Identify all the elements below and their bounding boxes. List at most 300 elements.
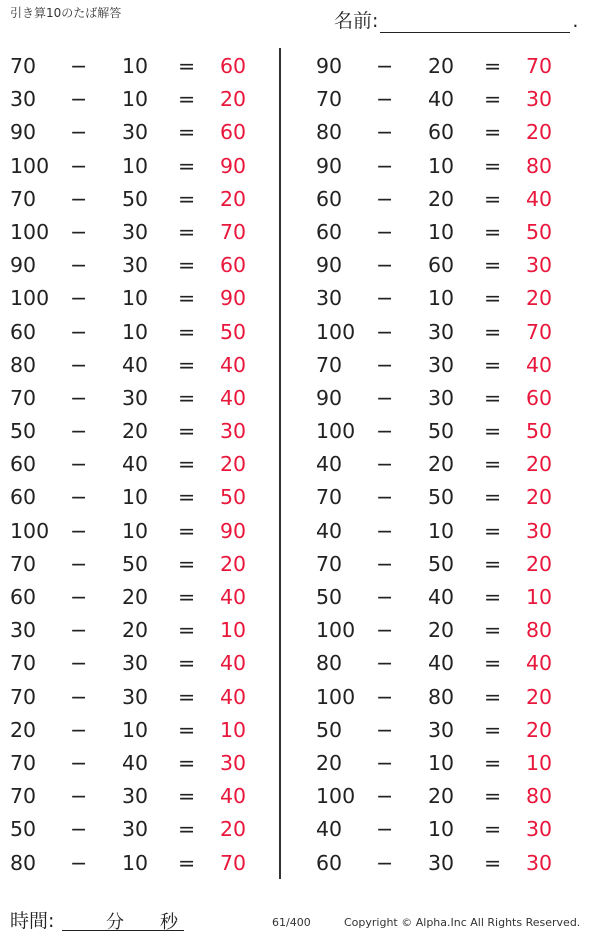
subtrahend: 30: [122, 651, 149, 676]
copyright-notice: Copyright © Alpha.Inc All Rights Reserved.: [344, 916, 581, 929]
answer: 40: [220, 684, 247, 709]
minuend: 20: [316, 750, 343, 775]
minuend: 90: [10, 253, 37, 278]
minuend: 40: [316, 817, 343, 842]
minuend: 100: [10, 286, 50, 311]
subtrahend: 20: [428, 452, 455, 477]
problem-row: [0, 448, 290, 481]
minuend: 60: [316, 219, 343, 244]
equals-sign: =: [178, 219, 196, 244]
minus-sign: −: [376, 286, 394, 311]
minuend: 100: [316, 419, 356, 444]
equals-sign: =: [178, 485, 196, 510]
equals-sign: =: [178, 518, 196, 543]
answer: 20: [220, 452, 247, 477]
minuend: 80: [10, 850, 37, 875]
subtrahend: 50: [122, 551, 149, 576]
minuend: 70: [10, 551, 37, 576]
subtrahend: 50: [122, 186, 149, 211]
minuend: 100: [10, 518, 50, 543]
answer: 10: [220, 618, 247, 643]
problem-row: [306, 183, 596, 216]
minuend: 90: [316, 54, 343, 78]
equals-sign: =: [178, 87, 196, 112]
name-label: 名前:: [334, 10, 379, 32]
problem-row: [0, 150, 290, 183]
equals-sign: =: [178, 54, 196, 78]
minus-sign: −: [70, 419, 88, 444]
minuend: 20: [10, 717, 37, 742]
equals-sign: =: [484, 54, 502, 78]
answer: 40: [526, 651, 553, 676]
equals-sign: =: [484, 585, 502, 609]
minus-sign: −: [70, 286, 88, 311]
subtrahend: 60: [428, 253, 455, 278]
equals-sign: =: [178, 385, 196, 410]
subtrahend: 80: [428, 684, 455, 709]
minuend: 50: [10, 817, 37, 842]
answer: 20: [526, 485, 553, 510]
answer: 70: [526, 54, 553, 78]
answer: 20: [526, 551, 553, 576]
minus-sign: −: [70, 518, 88, 543]
minus-sign: −: [70, 684, 88, 709]
answer: 60: [220, 120, 247, 145]
answer: 30: [220, 419, 247, 444]
problem-row: [0, 614, 290, 647]
minuend: 100: [10, 219, 50, 244]
subtrahend: 10: [122, 87, 149, 112]
subtrahend: 40: [428, 585, 455, 609]
equals-sign: =: [178, 253, 196, 278]
minuend: 70: [316, 87, 343, 112]
problem-row: [0, 813, 290, 846]
problem-row: [0, 714, 290, 747]
problems-right-column: [306, 50, 596, 880]
minuend: 50: [316, 717, 343, 742]
problem-row: [306, 316, 596, 349]
subtrahend: 20: [122, 419, 149, 444]
minus-sign: −: [70, 253, 88, 278]
answer: 80: [526, 618, 553, 643]
minuend: 100: [316, 684, 356, 709]
problem-row: [0, 581, 290, 614]
problem-row: [0, 481, 290, 514]
minus-sign: −: [70, 352, 88, 377]
answer: 20: [526, 286, 553, 311]
answer: 20: [220, 87, 247, 112]
minus-sign: −: [70, 186, 88, 211]
answer: 20: [526, 452, 553, 477]
subtrahend: 10: [122, 850, 149, 875]
equals-sign: =: [484, 219, 502, 244]
problem-row: [306, 581, 596, 614]
answer: 90: [220, 518, 247, 543]
subtrahend: 40: [122, 352, 149, 377]
equals-sign: =: [484, 385, 502, 410]
name-end-dot: .: [572, 10, 579, 32]
problem-row: [0, 316, 290, 349]
problem-row: [0, 183, 290, 216]
subtrahend: 10: [122, 153, 149, 178]
minus-sign: −: [70, 452, 88, 477]
minus-sign: −: [70, 87, 88, 112]
problem-row: [0, 681, 290, 714]
answer: 80: [526, 153, 553, 178]
minuend: 30: [10, 618, 37, 643]
problem-row: [0, 548, 290, 581]
equals-sign: =: [178, 286, 196, 311]
problem-row: [0, 847, 290, 880]
minuend: 60: [316, 850, 343, 875]
subtrahend: 10: [428, 219, 455, 244]
minuend: 40: [316, 518, 343, 543]
equals-sign: =: [178, 551, 196, 576]
minus-sign: −: [70, 784, 88, 809]
minus-sign: −: [376, 750, 394, 775]
subtrahend: 10: [428, 750, 455, 775]
problem-row: [306, 83, 596, 116]
problem-row: [306, 150, 596, 183]
problem-row: [0, 349, 290, 382]
subtrahend: 20: [428, 784, 455, 809]
answer: 90: [220, 153, 247, 178]
minuend: 70: [316, 485, 343, 510]
problem-row: [306, 249, 596, 282]
minus-sign: −: [376, 385, 394, 410]
minuend: 60: [316, 186, 343, 211]
minus-sign: −: [70, 717, 88, 742]
answer: 20: [220, 551, 247, 576]
time-field: [10, 906, 178, 933]
problem-row: [306, 282, 596, 315]
subtrahend: 20: [428, 54, 455, 78]
subtrahend: 30: [428, 319, 455, 344]
problem-row: [306, 714, 596, 747]
problem-row: [306, 415, 596, 448]
problem-row: [306, 780, 596, 813]
minus-sign: −: [376, 352, 394, 377]
answer: 10: [526, 750, 553, 775]
name-blank-line: [380, 12, 570, 33]
equals-sign: =: [178, 120, 196, 145]
equals-sign: =: [178, 784, 196, 809]
answer: 40: [220, 352, 247, 377]
subtrahend: 30: [122, 219, 149, 244]
minuend: 70: [316, 352, 343, 377]
answer: 30: [526, 253, 553, 278]
equals-sign: =: [178, 452, 196, 477]
equals-sign: =: [484, 684, 502, 709]
minus-sign: −: [70, 319, 88, 344]
answer: 30: [526, 850, 553, 875]
minuend: 30: [10, 87, 37, 112]
subtrahend: 30: [428, 850, 455, 875]
minus-sign: −: [376, 485, 394, 510]
answer: 10: [220, 717, 247, 742]
minus-sign: −: [70, 219, 88, 244]
page-number: 61/400: [272, 916, 311, 929]
minuend: 70: [316, 551, 343, 576]
problem-row: [0, 50, 290, 83]
minus-sign: −: [376, 551, 394, 576]
equals-sign: =: [484, 618, 502, 643]
minus-sign: −: [70, 850, 88, 875]
problem-row: [0, 83, 290, 116]
minus-sign: −: [376, 452, 394, 477]
minus-sign: −: [70, 54, 88, 78]
equals-sign: =: [484, 485, 502, 510]
equals-sign: =: [178, 319, 196, 344]
minus-sign: −: [70, 485, 88, 510]
name-field: [334, 6, 578, 33]
problem-row: [306, 847, 596, 880]
equals-sign: =: [484, 153, 502, 178]
problem-row: [0, 515, 290, 548]
subtrahend: 10: [428, 153, 455, 178]
minus-sign: −: [70, 618, 88, 643]
equals-sign: =: [484, 352, 502, 377]
answer: 90: [220, 286, 247, 311]
worksheet-title: 引き算10のたば解答: [10, 6, 122, 20]
minuend: 50: [316, 585, 343, 609]
minuend: 100: [316, 784, 356, 809]
answer: 20: [526, 717, 553, 742]
minuend: 100: [10, 153, 50, 178]
equals-sign: =: [178, 651, 196, 676]
answer: 20: [526, 684, 553, 709]
subtrahend: 30: [122, 385, 149, 410]
equals-sign: =: [178, 352, 196, 377]
subtrahend: 10: [122, 286, 149, 311]
minuend: 70: [10, 385, 37, 410]
minus-sign: −: [376, 850, 394, 875]
problem-row: [306, 515, 596, 548]
answer: 30: [526, 518, 553, 543]
minuend: 100: [316, 618, 356, 643]
minuend: 70: [10, 54, 37, 78]
equals-sign: =: [178, 618, 196, 643]
minuend: 80: [316, 120, 343, 145]
answer: 60: [220, 253, 247, 278]
answer: 20: [526, 120, 553, 145]
equals-sign: =: [484, 651, 502, 676]
subtrahend: 40: [428, 651, 455, 676]
minutes-label: 分: [106, 912, 124, 933]
problem-row: [306, 448, 596, 481]
problem-row: [0, 116, 290, 149]
subtrahend: 30: [122, 817, 149, 842]
equals-sign: =: [484, 452, 502, 477]
minus-sign: −: [376, 717, 394, 742]
minuend: 60: [10, 485, 37, 510]
problem-row: [306, 349, 596, 382]
equals-sign: =: [484, 120, 502, 145]
minus-sign: −: [70, 120, 88, 145]
minus-sign: −: [376, 784, 394, 809]
seconds-label: 秒: [160, 912, 178, 933]
subtrahend: 20: [428, 618, 455, 643]
subtrahend: 10: [428, 518, 455, 543]
equals-sign: =: [484, 850, 502, 875]
answer: 20: [220, 817, 247, 842]
minus-sign: −: [70, 651, 88, 676]
problems-left-column: [0, 50, 290, 880]
problem-row: [306, 116, 596, 149]
subtrahend: 30: [122, 784, 149, 809]
minus-sign: −: [376, 419, 394, 444]
equals-sign: =: [178, 419, 196, 444]
answer: 40: [220, 651, 247, 676]
answer: 70: [220, 219, 247, 244]
equals-sign: =: [484, 419, 502, 444]
minuend: 90: [316, 385, 343, 410]
minuend: 70: [10, 784, 37, 809]
problem-row: [306, 813, 596, 846]
equals-sign: =: [484, 319, 502, 344]
minus-sign: −: [70, 385, 88, 410]
minus-sign: −: [376, 253, 394, 278]
problem-row: [306, 382, 596, 415]
problem-row: [0, 747, 290, 780]
minus-sign: −: [376, 585, 394, 609]
answer: 40: [220, 585, 247, 609]
problem-row: [306, 481, 596, 514]
minus-sign: −: [70, 551, 88, 576]
minus-sign: −: [376, 518, 394, 543]
equals-sign: =: [178, 717, 196, 742]
equals-sign: =: [484, 551, 502, 576]
answer: 40: [220, 784, 247, 809]
subtrahend: 20: [428, 186, 455, 211]
minus-sign: −: [376, 319, 394, 344]
subtrahend: 60: [428, 120, 455, 145]
subtrahend: 30: [122, 120, 149, 145]
problem-row: [306, 647, 596, 680]
time-label: 時間:: [10, 910, 55, 932]
problem-row: [0, 249, 290, 282]
minuend: 100: [316, 319, 356, 344]
minuend: 60: [10, 319, 37, 344]
equals-sign: =: [178, 750, 196, 775]
problem-row: [306, 681, 596, 714]
problem-row: [0, 415, 290, 448]
subtrahend: 30: [428, 717, 455, 742]
subtrahend: 10: [428, 817, 455, 842]
answer: 60: [526, 385, 553, 410]
answer: 50: [526, 219, 553, 244]
minuend: 60: [10, 452, 37, 477]
answer: 40: [526, 352, 553, 377]
minus-sign: −: [376, 651, 394, 676]
subtrahend: 40: [122, 750, 149, 775]
equals-sign: =: [484, 817, 502, 842]
equals-sign: =: [484, 750, 502, 775]
subtrahend: 50: [428, 419, 455, 444]
equals-sign: =: [178, 817, 196, 842]
minuend: 90: [316, 253, 343, 278]
problem-row: [0, 780, 290, 813]
subtrahend: 30: [122, 684, 149, 709]
equals-sign: =: [178, 153, 196, 178]
subtrahend: 40: [428, 87, 455, 112]
subtrahend: 10: [122, 485, 149, 510]
minus-sign: −: [376, 54, 394, 78]
equals-sign: =: [484, 784, 502, 809]
answer: 50: [220, 319, 247, 344]
minus-sign: −: [70, 153, 88, 178]
minuend: 60: [10, 585, 37, 609]
minus-sign: −: [376, 817, 394, 842]
subtrahend: 10: [122, 717, 149, 742]
answer: 50: [220, 485, 247, 510]
answer: 30: [220, 750, 247, 775]
subtrahend: 50: [428, 485, 455, 510]
problem-row: [0, 647, 290, 680]
minus-sign: −: [376, 618, 394, 643]
minus-sign: −: [70, 585, 88, 609]
minus-sign: −: [376, 153, 394, 178]
subtrahend: 10: [428, 286, 455, 311]
minus-sign: −: [376, 87, 394, 112]
equals-sign: =: [484, 717, 502, 742]
answer: 80: [526, 784, 553, 809]
answer: 40: [220, 385, 247, 410]
equals-sign: =: [484, 186, 502, 211]
answer: 70: [220, 850, 247, 875]
minuend: 70: [10, 651, 37, 676]
minuend: 80: [316, 651, 343, 676]
equals-sign: =: [484, 253, 502, 278]
equals-sign: =: [484, 518, 502, 543]
equals-sign: =: [178, 850, 196, 875]
subtrahend: 20: [122, 585, 149, 609]
minuend: 50: [10, 419, 37, 444]
subtrahend: 10: [122, 319, 149, 344]
minuend: 40: [316, 452, 343, 477]
answer: 10: [526, 585, 553, 609]
minuend: 90: [316, 153, 343, 178]
minus-sign: −: [376, 684, 394, 709]
minus-sign: −: [376, 186, 394, 211]
answer: 20: [220, 186, 247, 211]
answer: 30: [526, 817, 553, 842]
problem-row: [306, 50, 596, 83]
answer: 70: [526, 319, 553, 344]
problem-row: [306, 548, 596, 581]
minuend: 30: [316, 286, 343, 311]
subtrahend: 30: [428, 352, 455, 377]
problem-row: [0, 282, 290, 315]
minuend: 70: [10, 750, 37, 775]
minus-sign: −: [376, 120, 394, 145]
subtrahend: 40: [122, 452, 149, 477]
subtrahend: 50: [428, 551, 455, 576]
subtrahend: 20: [122, 618, 149, 643]
minuend: 70: [10, 684, 37, 709]
minus-sign: −: [70, 750, 88, 775]
equals-sign: =: [484, 286, 502, 311]
problem-row: [306, 216, 596, 249]
answer: 50: [526, 419, 553, 444]
minus-sign: −: [376, 219, 394, 244]
problem-row: [0, 382, 290, 415]
minus-sign: −: [70, 817, 88, 842]
problem-row: [0, 216, 290, 249]
equals-sign: =: [484, 87, 502, 112]
subtrahend: 30: [428, 385, 455, 410]
answer: 40: [526, 186, 553, 211]
